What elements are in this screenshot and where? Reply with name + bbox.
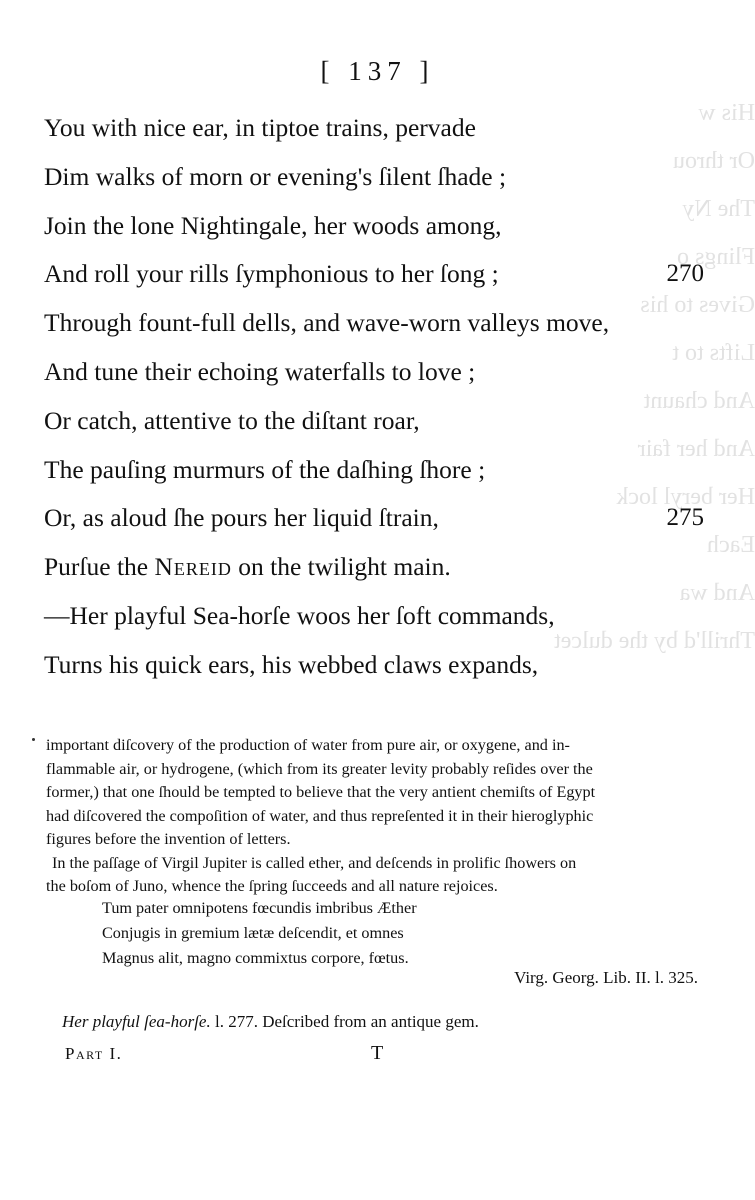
verse-line: Through fount-full dells, and wave-worn valleys move, [44,308,610,338]
footnote-reference: Her playful ſea-horſe. [62,1012,211,1031]
page-number: [ 137 ] [320,56,435,86]
nereid-small-caps: Nereid [154,552,232,582]
footnote-text: l. 277. Deſcribed from an antique gem. [210,1012,479,1031]
note-line: figures before the invention of letters. [46,830,291,848]
note-line: flammable air, or hydrogene, (which from its greater levity probably reſides over the [46,759,593,778]
verse-line: Turns his quick ears, his webbed claws expands, [44,649,539,679]
part-label: Part I. [65,1044,123,1063]
latin-line: Magnus alit, magno commixtus corpore, fœtus. [102,949,409,967]
poem-stanza [44,104,704,690]
verse-line: Dim walks of morn or evening's ſilent ſhade ; [44,161,507,191]
bleed-line: The Ny [682,196,755,222]
bleed-line: Lifts to t [672,340,755,366]
verse-line: Join the lone Nightingale, her woods among, [44,210,502,240]
verse-line: Or, as aloud ſhe pours her liquid ſtrain, 275 [44,494,704,543]
margin-dot [32,738,35,741]
line-number: 275 [666,504,704,532]
signature-mark: T [371,1042,384,1064]
verse-line: Or catch, attentive to the diſtant roar, [44,405,420,435]
bleed-line: And wa [679,580,755,606]
bleed-line: Each [707,532,755,558]
note-line: In the paſſage of Virgil Jupiter is called ether, and deſcends in prolific ſhowers on [52,853,577,872]
note-line: important diſcovery of the production of water from pure air, or oxygene, and in- [46,736,570,754]
note-line: the boſom of Juno, whence the ſpring ſucceeds and all nature rejoices. [46,877,498,895]
latin-line: Tum pater omnipotens fœcundis imbribus Æther [102,899,417,917]
latin-quotation [102,896,417,971]
bleed-line: Or throu [673,148,755,174]
footnote [62,1012,479,1032]
bleed-line: Gives to his [640,292,755,318]
bleed-line: Her beryl lock [616,484,755,510]
notes-block [46,734,700,899]
citation: Virg. Georg. Lib. II. l. 325. [514,968,698,987]
verse-line: You with nice ear, in tiptoe trains, pervade [44,113,476,142]
bleed-line: His w [698,100,755,126]
line-number: 270 [666,260,704,288]
latin-line: Conjugis in gremium lætæ deſcendit, et omnes [102,924,404,942]
verse-line: And tune their echoing waterfalls to love ; [44,356,476,386]
verse-line: And roll your rills ſymphonious to her ſong ; 270 [44,250,704,299]
note-line: had diſcovered the compoſition of water, and thus repreſented it in their hieroglyphic [46,806,594,825]
bleed-line: Flings o [676,244,755,270]
note-line: former,) that one ſhould be tempted to believe that the very antient chemiſts of Egypt [46,783,596,801]
bleed-line: And chaunt [643,388,755,414]
bleed-line: Thrill'd by the dulcet [554,628,755,654]
verse-line: —Her playful Sea-horſe woos her ſoft commands, [44,600,555,630]
bleed-line: And her fair [637,436,755,462]
verse-line: Purſue the Nereid on the twilight main. [44,552,451,582]
verse-line: The pauſing murmurs of the daſhing ſhore ; [44,454,486,484]
